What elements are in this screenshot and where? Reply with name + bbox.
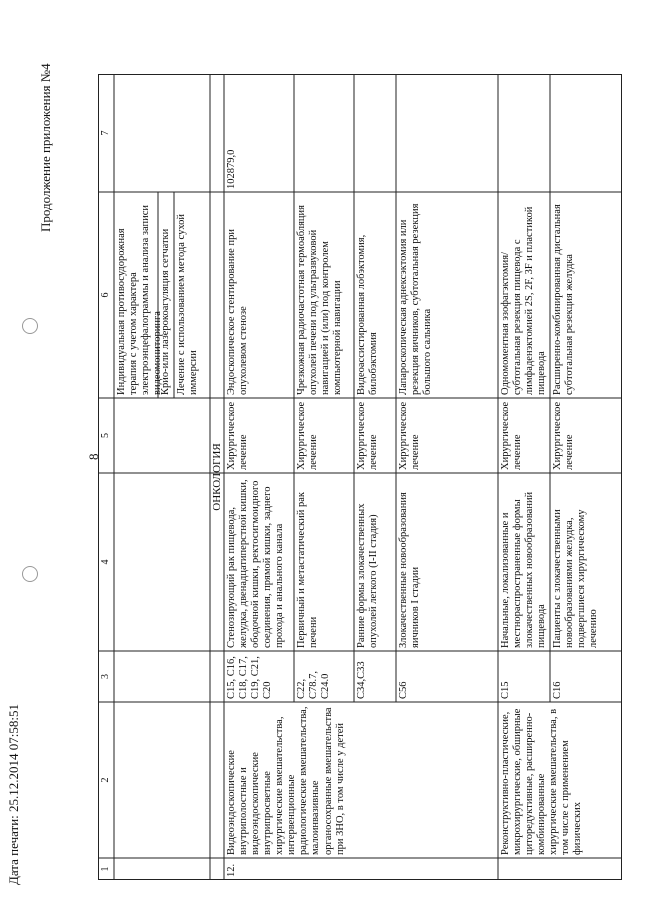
col-header-3: 3 xyxy=(100,674,111,679)
section-oncology: ОНКОЛОГИЯ xyxy=(211,443,223,511)
punch-hole xyxy=(22,318,38,334)
group-name: Видеоэндоскопические внутриполостные и видеоэндоскопические внутрипросветные хирургические вмешательства, интервенционные радиологические вмешательства, малоинвазивные органосохранные вмешательства при ЗНО, в том числе у детей xyxy=(226,706,346,855)
diagnosis: Пациенты с злокачественными новообразованиями желудка, подвергшиеся хирургическому лечению xyxy=(552,509,600,648)
cost: 102879,0 xyxy=(226,149,237,189)
treatment-type: Хирургическое лечение xyxy=(500,401,524,470)
col-header-7: 7 xyxy=(100,130,111,136)
prev-method-2: Крио-или лазерокоагуляция сетчатки xyxy=(160,228,171,395)
col-header-1: 1 xyxy=(100,866,111,872)
oncology-table xyxy=(98,74,622,880)
punch-hole xyxy=(22,566,38,582)
col-header-2: 2 xyxy=(100,777,111,783)
diagnosis: Начальные, локализованные и местнораспространенные формы злокачественных новообразований пищевода xyxy=(500,491,548,648)
diagnosis: Первичный и метастатический рак печени xyxy=(296,491,320,648)
col-header-4: 4 xyxy=(100,559,111,565)
page-number: 8 xyxy=(86,453,101,460)
icd-code: C34,C33 xyxy=(356,661,367,699)
treatment-method: Одномоментная эзофагэктомия/ субтотальная резекция пищевода с лимфаденэктомией 2S, 2F, 3F и пластикой пищевода xyxy=(500,206,548,395)
group-name: Реконструктивно-пластические, микрохирургические, обширные циторедуктивные, расширенно-комбинированные хирургические вмешательства, в том числе с применением физических xyxy=(500,708,584,855)
treatment-method: Лапароскопическая аднексэктомия или резекция яичников, субтотальная резекция большого сальника xyxy=(398,203,434,395)
treatment-type: Хирургическое лечение xyxy=(398,401,422,470)
treatment-type: Хирургическое лечение xyxy=(296,401,320,470)
treatment-type: Хирургическое лечение xyxy=(226,401,250,470)
col-header-6: 6 xyxy=(100,292,111,298)
icd-code: C56 xyxy=(398,681,409,699)
treatment-method: Эндоскопическое стентирование при опухолевом стенозе xyxy=(226,229,250,395)
print-date: Дата печати: 25.12.2014 07:58:51 xyxy=(6,703,21,885)
treatment-method: Видеоассистированная лобэктомия, билобэктомия xyxy=(356,234,380,395)
prev-method-3: Лечение с использованием метода сухой иммерсии xyxy=(176,213,200,395)
prev-method-1: Индивидуальная противосудорожная терапия с учетом характера электроэнцефалограммы и анализа записи видеомониторинга xyxy=(116,204,164,395)
treatment-method: Расширенно-комбинированная дистальная субтотальная резекция желудка xyxy=(552,204,576,395)
icd-code: C16 xyxy=(552,681,563,699)
header-title: Продолжение приложения №4 xyxy=(38,63,53,232)
col-header-5: 5 xyxy=(100,433,111,438)
page-header xyxy=(20,0,660,20)
icd-code: C15, C16, C18, C17, C19, C21, C20 xyxy=(226,656,274,699)
icd-code: C22, C78.7, C24.0 xyxy=(296,670,332,699)
treatment-type: Хирургическое лечение xyxy=(552,401,576,470)
diagnosis: Ранние формы злокачественных опухолей легкого (I-II стадия) xyxy=(356,503,380,648)
diagnosis: Стенозирующий рак пищевода, желудка, двенадцатиперстной кишки, ободочной кишки, ректосигмоидного соединения, прямой кишки, заднего прохода и анального канала xyxy=(226,479,286,648)
treatment-type: Хирургическое лечение xyxy=(356,401,380,470)
row-number: 12. xyxy=(226,863,237,877)
treatment-method: Чрезкожная радиочастотная термоабляция опухолей печени под ультразвуковой навигацией и (или) под контролем компьютерной навигации xyxy=(296,204,344,395)
diagnosis: Злокачественные новообразования яичников I стадии xyxy=(398,492,422,648)
icd-code: C15 xyxy=(500,681,511,699)
